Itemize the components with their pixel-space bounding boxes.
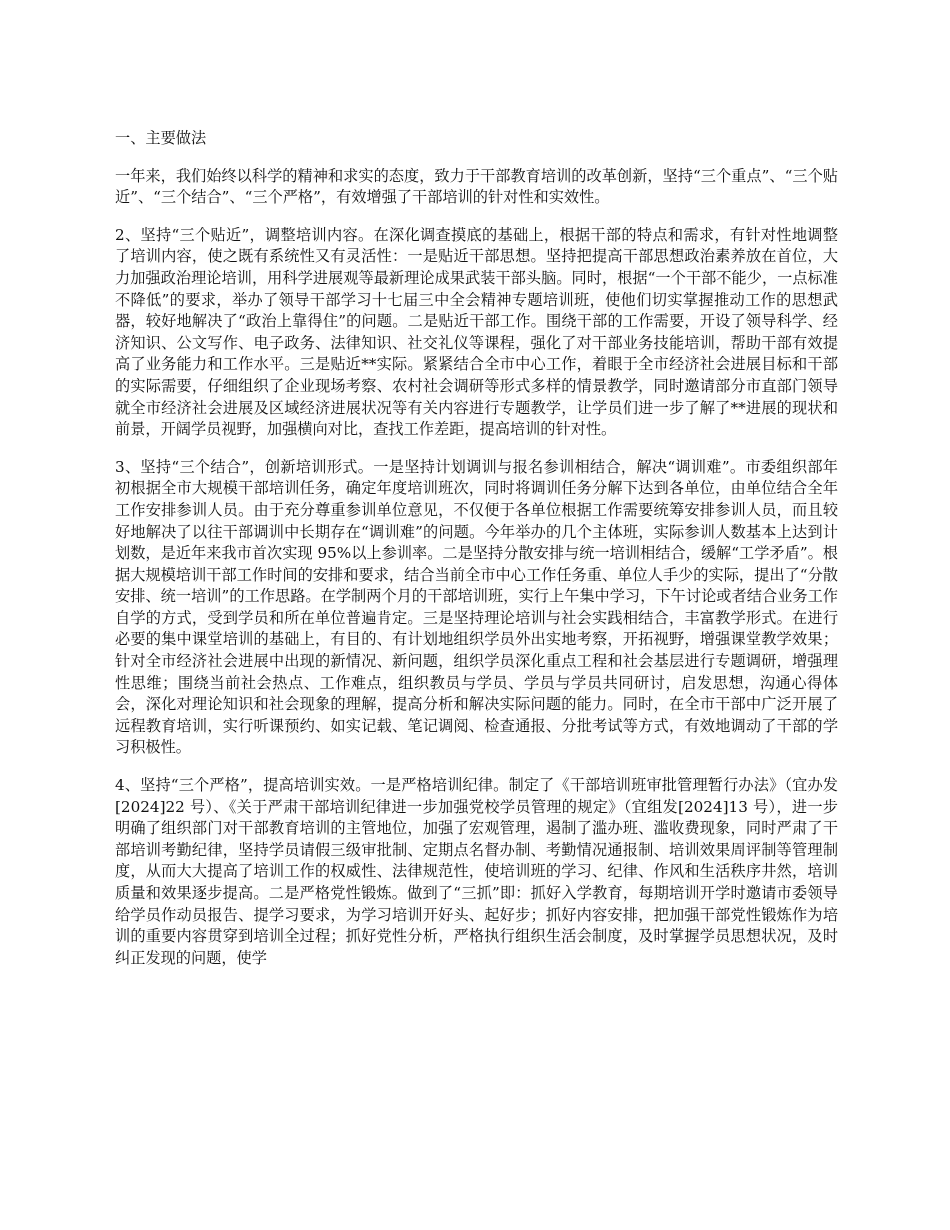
paragraph-point-2: 2、坚持“三个贴近”，调整培训内容。在深化调查摸底的基础上，根据干部的特点和需求，有针对性地调整了培训内容，使之既有系统性又有灵活性：一是贴近干部思想。坚持把提高干部思想政治素养放在首位，大力加强政治理论培训，用科学进展观等最新理论成果武装干部头脑。同时，根据“一个干部不能少，一点标准不降低”的要求，举办了领导干部学习十七届三中全会精神专题培训班，使他们切实掌握推动工作的思想武器，较好地解决了“政治上靠得住”的问题。二是贴近干部工作。围绕干部的工作需要，开设了领导科学、经济知识、公文写作、电子政务、法律知识、社交礼仪等课程，强化了对干部业务技能培训，帮助干部有效提高了业务能力和工作水平。三是贴近**实际。紧紧结合全市中心工作，着眼于全市经济社会进展目标和干部的实际需要，仔细组织了企业现场考察、农村社会调研等形式多样的情景教学，同时邀请部分市直部门领导就全市经济社会进展及区域经济进展状况等有关内容进行专题教学，让学员们进一步了解了**进展的现状和前景，开阔学员视野，加强横向对比，查找工作差距，提高培训的针对性。: [115, 225, 838, 439]
paragraph-intro: 一年来，我们始终以科学的精神和求实的态度，致力于干部教育培训的改革创新，坚持“三个重点”、“三个贴近”、“三个结合”、“三个严格”，有效增强了干部培训的针对性和实效性。: [115, 166, 838, 207]
document-page: [115, 128, 838, 985]
paragraph-point-3: 3、坚持“三个结合”，创新培训形式。一是坚持计划调训与报名参训相结合，解决“调训难”。市委组织部年初根据全市大规模干部培训任务，确定年度培训班次，同时将调训任务分解下达到各单位，由单位结合全年工作安排参训人员。由于充分尊重参训单位意见，不仅便于各单位根据工作需要统筹安排参训人员，而且较好地解决了以往干部调训中长期存在“调训难”的问题。今年举办的几个主体班，实际参训人数基本上达到计划数，是近年来我市首次实现 95%以上参训率。二是坚持分散安排与统一培训相结合，缓解“工学矛盾”。根据大规模培训干部工作时间的安排和要求，结合当前全市中心工作任务重、单位人手少的实际，提出了“分散安排、统一培训”的工作思路。在学制两个月的干部培训班，实行上午集中学习，下午讨论或者结合业务工作自学的方式，受到学员和所在单位普遍肯定。三是坚持理论培训与社会实践相结合，丰富教学形式。在进行必要的集中课堂培训的基础上，有目的、有计划地组织学员外出实地考察，开拓视野，增强课堂教学效果；针对全市经济社会进展中出现的新情况、新问题，组织学员深化重点工程和社会基层进行专题调研，增强理性思维；围绕当前社会热点、工作难点，组织教员与学员、学员与学员共同研讨，启发思想，沟通心得体会，深化对理论知识和社会现象的理解，提高分析和解决实际问题的能力。同时，在全市干部中广泛开展了远程教育培训，实行听课预约、如实记载、笔记调阅、检查通报、分批考试等方式，有效地调动了干部的学习积极性。: [115, 457, 838, 757]
paragraph-point-4: 4、坚持“三个严格”，提高培训实效。一是严格培训纪律。制定了《干部培训班审批管理暂行办法》（宜办发[2024]22 号）、《关于严肃干部培训纪律进一步加强党校学员管理的规定》（宜组发[2024]13 号），进一步明确了组织部门对干部教育培训的主管地位，加强了宏观管理，遏制了滥办班、滥收费现象，同时严肃了干部培训考勤纪律，坚持学员请假三级审批制、定期点名督办制、考勤情况通报制、培训效果周评制等管理制度，从而大大提高了培训工作的权威性、法律规范性，使培训班的学习、纪律、作风和生活秩序井然，培训质量和效果逐步提高。二是严格党性锻炼。做到了“三抓”即：抓好入学教育，每期培训开学时邀请市委领导给学员作动员报告、提学习要求，为学习培训开好头、起好步；抓好内容安排，把加强干部党性锻炼作为培训的重要内容贯穿到培训全过程；抓好党性分析，严格执行组织生活会制度，及时掌握学员思想状况，及时纠正发现的问题，使学: [115, 776, 838, 967]
section-heading: 一、主要做法: [115, 129, 207, 147]
